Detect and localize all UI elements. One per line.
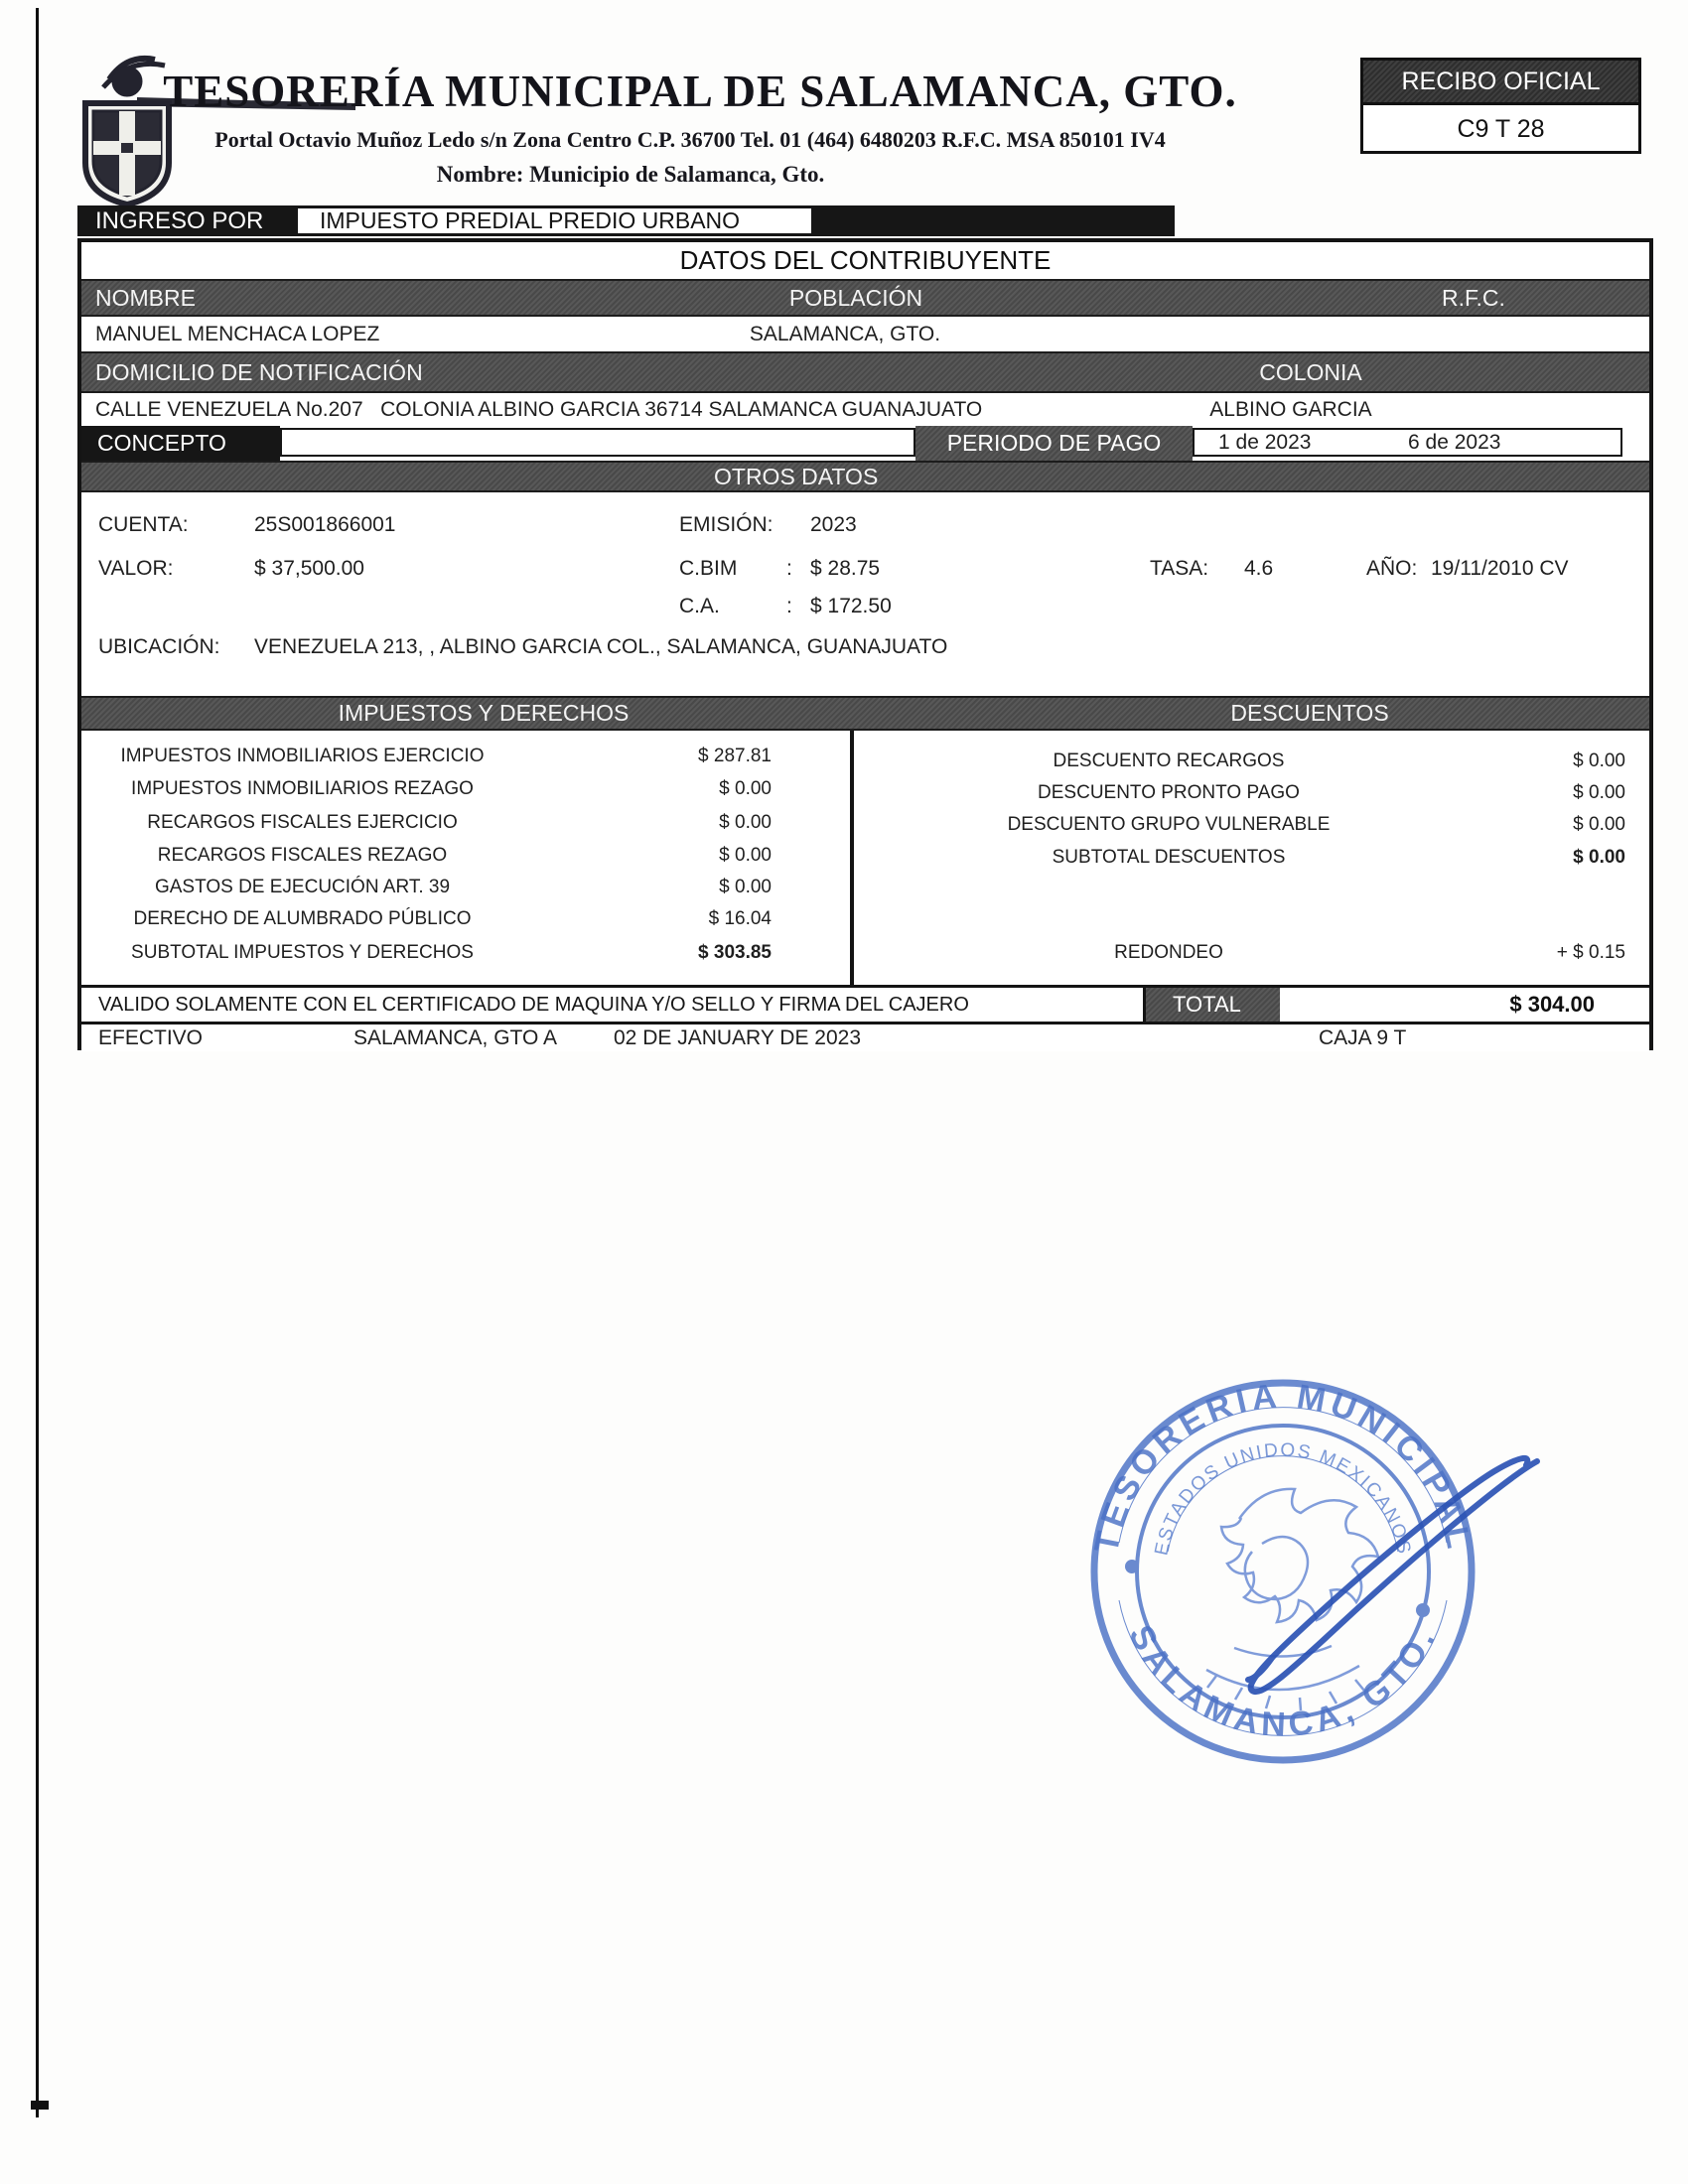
impuestos-descuentos-band	[81, 696, 1649, 731]
cbim-value: $ 28.75	[810, 557, 881, 580]
concepto-label-box	[81, 426, 280, 461]
descuento-row-label: DESCUENTO PRONTO PAGO	[1038, 782, 1300, 803]
poblacion-value: SALAMANCA, GTO.	[749, 323, 941, 345]
total-label-box	[1146, 988, 1280, 1022]
valor-label: VALOR:	[98, 557, 174, 580]
otros-datos-band	[81, 461, 1649, 492]
ca-colon: :	[786, 595, 792, 617]
ubicacion-value: VENEZUELA 213, , ALBINO GARCIA COL., SALAMANCA, GUANAJUATO	[254, 635, 948, 658]
ingreso-por-label: INGRESO POR	[95, 207, 264, 234]
ca-value: $ 172.50	[810, 595, 892, 617]
impuesto-row-value: $ 16.04	[708, 908, 772, 929]
receipt-number: C9 T 28	[1363, 102, 1638, 154]
official-receipt-box	[1360, 58, 1641, 154]
stamp-bottom-text: SALAMANCA, GTO.	[1121, 1619, 1445, 1744]
colonia-label: COLONIA	[1259, 359, 1362, 385]
redondeo-value: + $ 0.15	[1556, 942, 1625, 963]
section-title-contribuyente: DATOS DEL CONTRIBUYENTE	[679, 245, 1052, 275]
concepto-label: CONCEPTO	[97, 430, 226, 456]
anio-label: AÑO:	[1366, 557, 1418, 580]
page-title: TESORERÍA MUNICIPAL DE SALAMANCA, GTO.	[163, 67, 1237, 116]
payment-footer-row	[81, 1024, 1649, 1051]
domicilio-values-row	[81, 393, 1649, 426]
contribuyente-values-row	[81, 317, 1649, 351]
valor-value: $ 37,500.00	[254, 557, 364, 580]
impuesto-row-label: IMPUESTOS INMOBILIARIOS REZAGO	[131, 778, 474, 799]
concepto-value-box	[280, 428, 915, 457]
emision-value: 2023	[810, 513, 857, 536]
payment-method: EFECTIVO	[98, 1026, 204, 1049]
impuesto-row-value: $ 0.00	[719, 778, 772, 799]
stamp-inner-text: ESTADOS UNIDOS MEXICANOS	[1151, 1439, 1415, 1558]
emision-label: EMISIÓN:	[679, 513, 774, 536]
valido-text: VALIDO SOLAMENTE CON EL CERTIFICADO DE MAQUINA Y/O SELLO Y FIRMA DEL CAJERO	[98, 994, 969, 1016]
periodo-de-pago-label: PERIODO DE PAGO	[915, 426, 1193, 461]
header-band-domicilio	[81, 351, 1649, 393]
descuento-row-value: $ 0.00	[1573, 814, 1625, 835]
descuento-row-value: $ 0.00	[1573, 751, 1625, 771]
descuentos-section-title: DESCUENTOS	[1230, 700, 1389, 726]
impuesto-row-label: IMPUESTOS INMOBILIARIOS EJERCICIO	[120, 746, 485, 766]
ubicacion-label: UBICACIÓN:	[98, 635, 220, 658]
nombre-label: NOMBRE	[95, 285, 196, 311]
scan-artifact-mark	[31, 2101, 49, 2110]
impuesto-row-label: DERECHO DE ALUMBRADO PÚBLICO	[133, 908, 472, 929]
stamp-top-text: TESORERIA MUNICIPAL	[1087, 1377, 1478, 1557]
rfc-label: R.F.C.	[1442, 285, 1505, 311]
tasa-label: TASA:	[1150, 557, 1209, 580]
cuenta-value: 25S001866001	[254, 513, 396, 536]
otros-datos-title: OTROS DATOS	[714, 464, 879, 489]
periodo-desde: 1 de 2023	[1218, 431, 1312, 454]
descuento-row-value: $ 0.00	[1573, 782, 1625, 803]
ingreso-por-value: IMPUESTO PREDIAL PREDIO URBANO	[298, 208, 811, 233]
poblacion-label: POBLACIÓN	[788, 285, 923, 311]
amounts-area	[81, 731, 1649, 985]
redondeo-label: REDONDEO	[1114, 942, 1223, 963]
scan-artifact-line	[36, 8, 39, 2117]
ingreso-por-bar	[77, 205, 1175, 236]
receipt-box-label: RECIBO OFICIAL	[1363, 61, 1638, 102]
descuento-row-label: DESCUENTO GRUPO VULNERABLE	[1007, 814, 1331, 835]
official-stamp	[1077, 1360, 1574, 1797]
header-name-line: Nombre: Municipio de Salamanca, Gto.	[436, 162, 825, 187]
rfc-value	[1374, 317, 1573, 351]
impuesto-row-value: $ 0.00	[719, 877, 772, 897]
domicilio-label: DOMICILIO DE NOTIFICACIÓN	[95, 359, 423, 385]
payment-place: SALAMANCA, GTO A	[353, 1026, 558, 1049]
impuesto-row-label: RECARGOS FISCALES EJERCICIO	[147, 812, 458, 833]
impuesto-subtotal-value: $ 303.85	[698, 942, 772, 963]
column-divider	[850, 731, 854, 985]
descuento-subtotal-label: SUBTOTAL DESCUENTOS	[1052, 847, 1286, 868]
total-label: TOTAL	[1173, 992, 1241, 1017]
eagle-coat-of-arms	[1206, 1489, 1378, 1710]
payment-date: 02 DE JANUARY DE 2023	[614, 1026, 862, 1049]
periodo-values-box	[1193, 428, 1622, 457]
impuesto-subtotal-label: SUBTOTAL IMPUESTOS Y DERECHOS	[131, 942, 474, 963]
cashier-box: CAJA 9 T	[1319, 1026, 1407, 1049]
colonia-value: ALBINO GARCIA	[1209, 398, 1372, 421]
otros-datos-content	[81, 492, 1649, 696]
tasa-value: 4.6	[1244, 557, 1274, 580]
impuesto-row-label: GASTOS DE EJECUCIÓN ART. 39	[154, 877, 451, 897]
nombre-value: MANUEL MENCHACA LOPEZ	[95, 323, 380, 345]
descuento-subtotal-value: $ 0.00	[1573, 847, 1625, 868]
total-value: $ 304.00	[1509, 992, 1595, 1017]
impuestos-section-title: IMPUESTOS Y DERECHOS	[338, 700, 630, 726]
cbim-colon: :	[786, 557, 792, 580]
impuesto-row-value: $ 0.00	[719, 812, 772, 833]
header-address-line: Portal Octavio Muñoz Ledo s/n Zona Centro C.P. 36700 Tel. 01 (464) 6480203 R.F.C. MSA 850101 IV4	[214, 127, 1166, 152]
impuesto-row-label: RECARGOS FISCALES REZAGO	[157, 845, 448, 866]
anio-value: 19/11/2010 CV	[1431, 557, 1569, 580]
receipt-table	[77, 238, 1653, 1050]
concepto-periodo-row	[81, 426, 1649, 461]
domicilio-value: CALLE VENEZUELA No.207 COLONIA ALBINO GARCIA 36714 SALAMANCA GUANAJUATO	[95, 398, 983, 421]
valido-total-row	[81, 988, 1649, 1022]
descuento-row-label: DESCUENTO RECARGOS	[1053, 751, 1285, 771]
impuesto-row-value: $ 287.81	[698, 746, 772, 766]
ca-label: C.A.	[679, 595, 720, 617]
impuesto-row-value: $ 0.00	[719, 845, 772, 866]
cbim-label: C.BIM	[679, 557, 738, 580]
header-band-contribuyente	[81, 279, 1649, 317]
periodo-hasta: 6 de 2023	[1408, 431, 1501, 454]
cuenta-label: CUENTA:	[98, 513, 189, 536]
